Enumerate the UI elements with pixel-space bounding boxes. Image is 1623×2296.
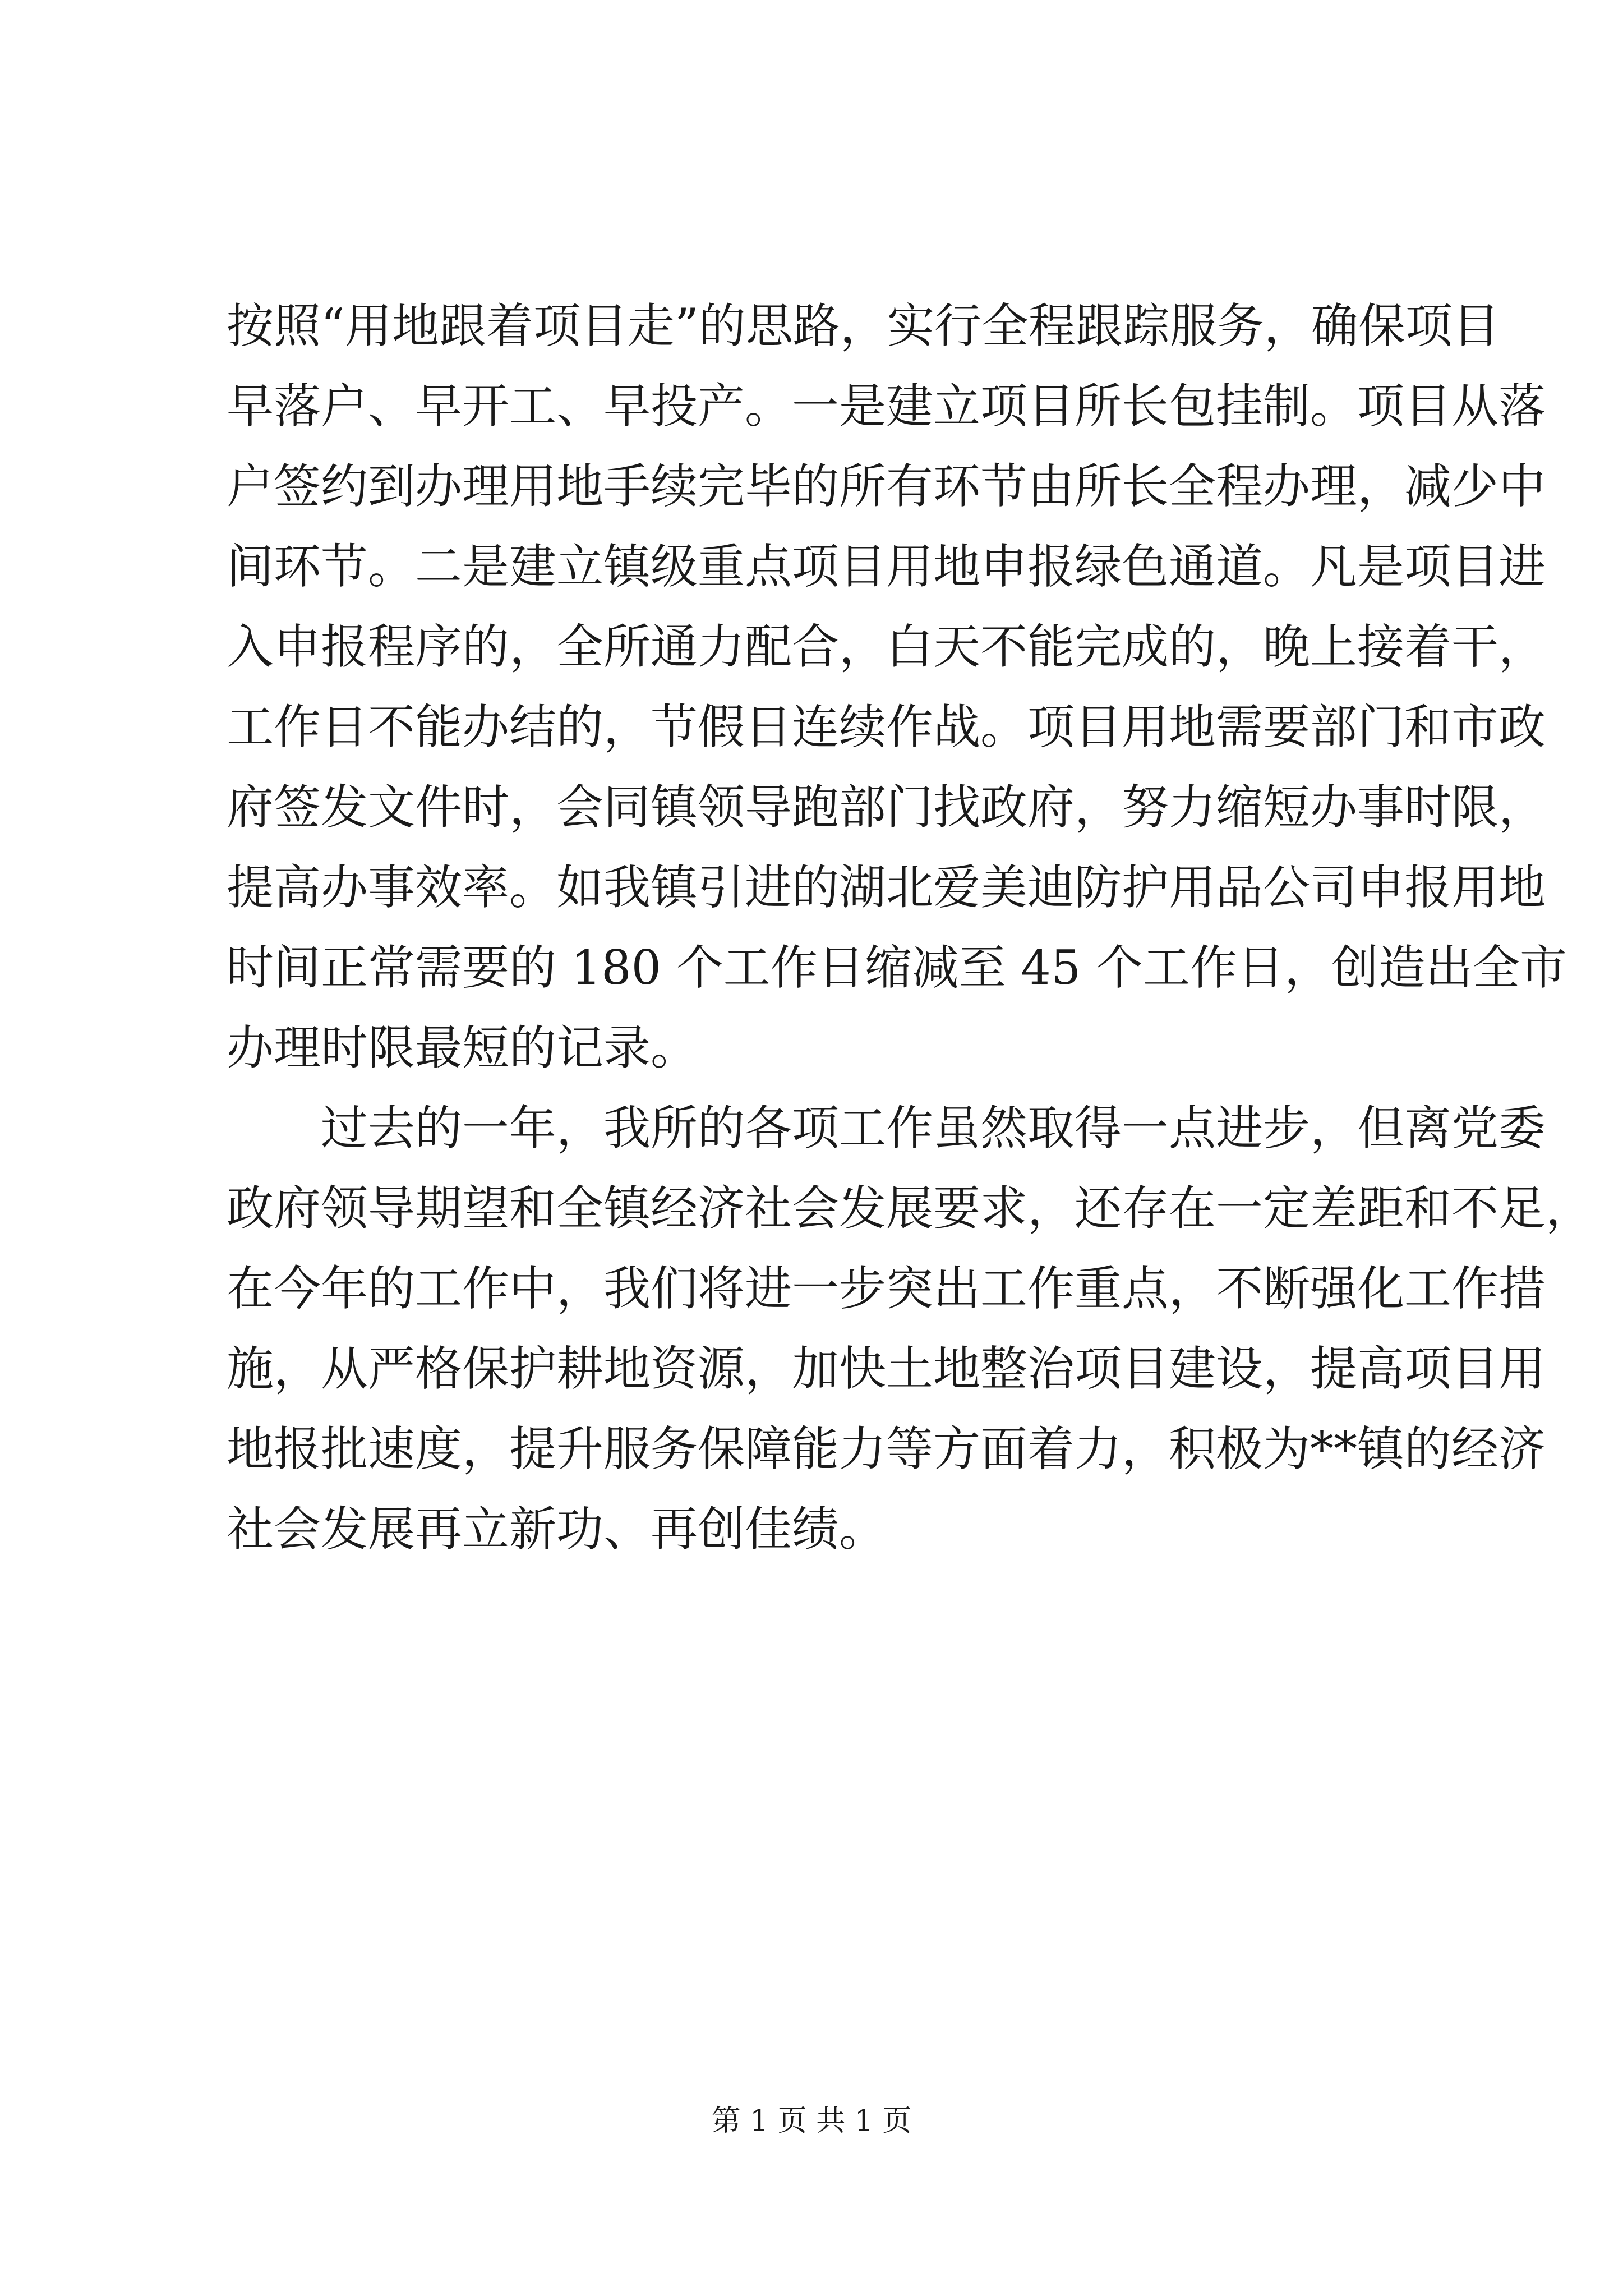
text-line: 政府领导期望和全镇经济社会发展要求，还存在一定差距和不足， <box>227 1181 1593 1236</box>
text-line: 工作日不能办结的，节假日连续作战。项目用地需要部门和市政 <box>227 700 1546 754</box>
text-line: 施，从严格保护耕地资源，加快土地整治项目建设，提高项目用 <box>227 1341 1546 1396</box>
text-line: 户签约到办理用地手续完毕的所有环节由所长全程办理，减少中 <box>227 459 1546 514</box>
text-line: 地报批速度，提升服务保障能力等方面着力，积极为**镇的经济 <box>227 1421 1546 1476</box>
text-line: 府签发文件时，会同镇领导跑部门找政府，努力缩短办事时限， <box>227 780 1546 835</box>
page-number: 第 1 页 共 1 页 <box>711 2104 912 2138</box>
paragraph-1 <box>227 286 1567 1088</box>
page-footer <box>0 2101 1623 2141</box>
text-line: 时间正常需要的 180 个工作日缩减至 45 个工作日，创造出全市 <box>227 940 1567 995</box>
paragraph-2 <box>227 1088 1593 1570</box>
text-line: 在今年的工作中，我们将进一步突出工作重点，不断强化工作措 <box>227 1261 1546 1316</box>
text-line: 过去的一年，我所的各项工作虽然取得一点进步，但离党委 <box>321 1101 1546 1156</box>
text-line: 社会发展再立新功、再创佳绩。 <box>227 1502 887 1557</box>
text-line: 按照“用地跟着项目走”的思路，实行全程跟踪服务，确保项目 <box>227 298 1500 353</box>
text-line: 提高办事效率。如我镇引进的湖北爱美迪防护用品公司申报用地 <box>227 860 1546 915</box>
text-line: 入申报程序的，全所通力配合，白天不能完成的，晚上接着干， <box>227 619 1546 674</box>
text-line: 早落户、早开工、早投产。一是建立项目所长包挂制。项目从落 <box>227 379 1546 434</box>
text-line: 间环节。二是建立镇级重点项目用地申报绿色通道。凡是项目进 <box>227 539 1546 594</box>
document-body <box>227 286 1593 1570</box>
text-line: 办理时限最短的记录。 <box>227 1020 698 1075</box>
